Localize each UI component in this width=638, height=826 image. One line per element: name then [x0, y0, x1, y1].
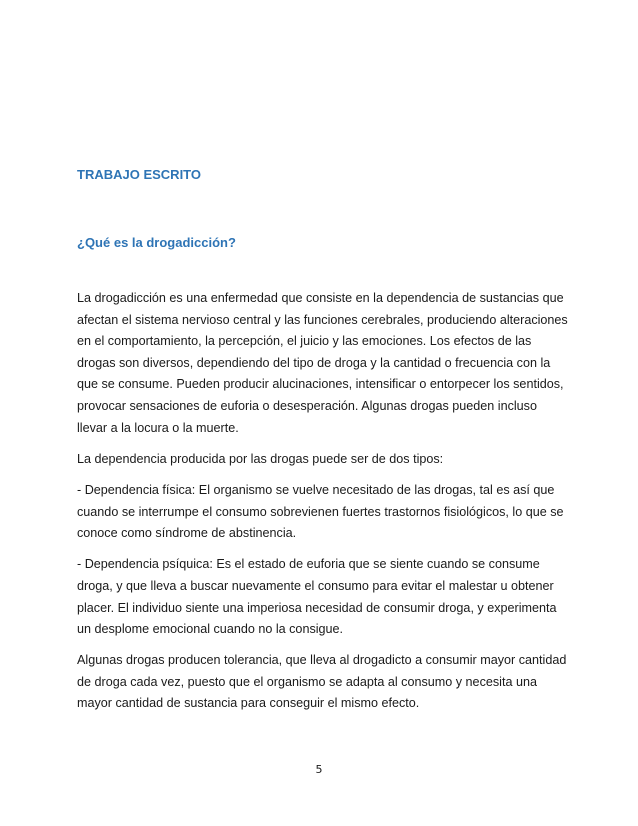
section-title: TRABAJO ESCRITO [77, 167, 201, 182]
text-line: - Dependencia física: El organismo se vuelve necesitado de las drogas, tal es así que [77, 482, 555, 497]
text-line: mayor cantidad de sustancia para conseguir el mismo efecto. [77, 696, 420, 711]
text-line: placer. El individuo siente una imperiosa necesidad de consumir droga, y experimenta [77, 600, 557, 615]
paragraph-dependency-types [77, 449, 577, 471]
text-line: cuando se interrumpe el consumo sobrevienen fuertes trastornos fisiológicos, lo que se [77, 504, 564, 519]
text-line: conoce como síndrome de abstinencia. [77, 526, 297, 541]
paragraph-physical-dependency [77, 480, 577, 545]
paragraph-psychic-dependency [77, 554, 577, 640]
text-line: Algunas drogas producen tolerancia, que lleva al drogadicto a consumir mayor cantidad [77, 653, 567, 668]
text-line: llevar a la locura o la muerte. [77, 420, 239, 435]
text-line: en el comportamiento, la percepción, el juicio y las emociones. Los efectos de las [77, 334, 532, 349]
text-line: La dependencia producida por las drogas puede ser de dos tipos: [77, 451, 444, 466]
paragraph-tolerance [77, 650, 577, 715]
page-number: 5 [315, 763, 323, 776]
paragraph-definition [77, 288, 577, 439]
text-line: provocar sensaciones de euforia o desesperación. Algunas drogas pueden incluso [77, 398, 537, 413]
text-line: afectan el sistema nervioso central y las funciones cerebrales, produciendo alteraciones [77, 312, 568, 327]
text-line: droga, y que lleva a buscar nuevamente el consumo para evitar el malestar u obtener [77, 578, 554, 593]
question-heading: ¿Qué es la drogadicción? [77, 235, 236, 250]
body-text [77, 288, 577, 725]
text-line: un desplome emocional cuando no la consigue. [77, 622, 344, 637]
text-line: que se consume. Pueden producir alucinaciones, intensificar o entorpecer los sentidos, [77, 377, 564, 392]
text-line: drogas son diversos, dependiendo del tipo de droga y la cantidad o frecuencia con la [77, 355, 551, 370]
text-line: - Dependencia psíquica: Es el estado de euforia que se siente cuando se consume [77, 557, 540, 572]
text-line: La drogadicción es una enfermedad que consiste en la dependencia de sustancias que [77, 291, 564, 305]
text-line: de droga cada vez, puesto que el organismo se adapta al consumo y necesita una [77, 674, 537, 689]
